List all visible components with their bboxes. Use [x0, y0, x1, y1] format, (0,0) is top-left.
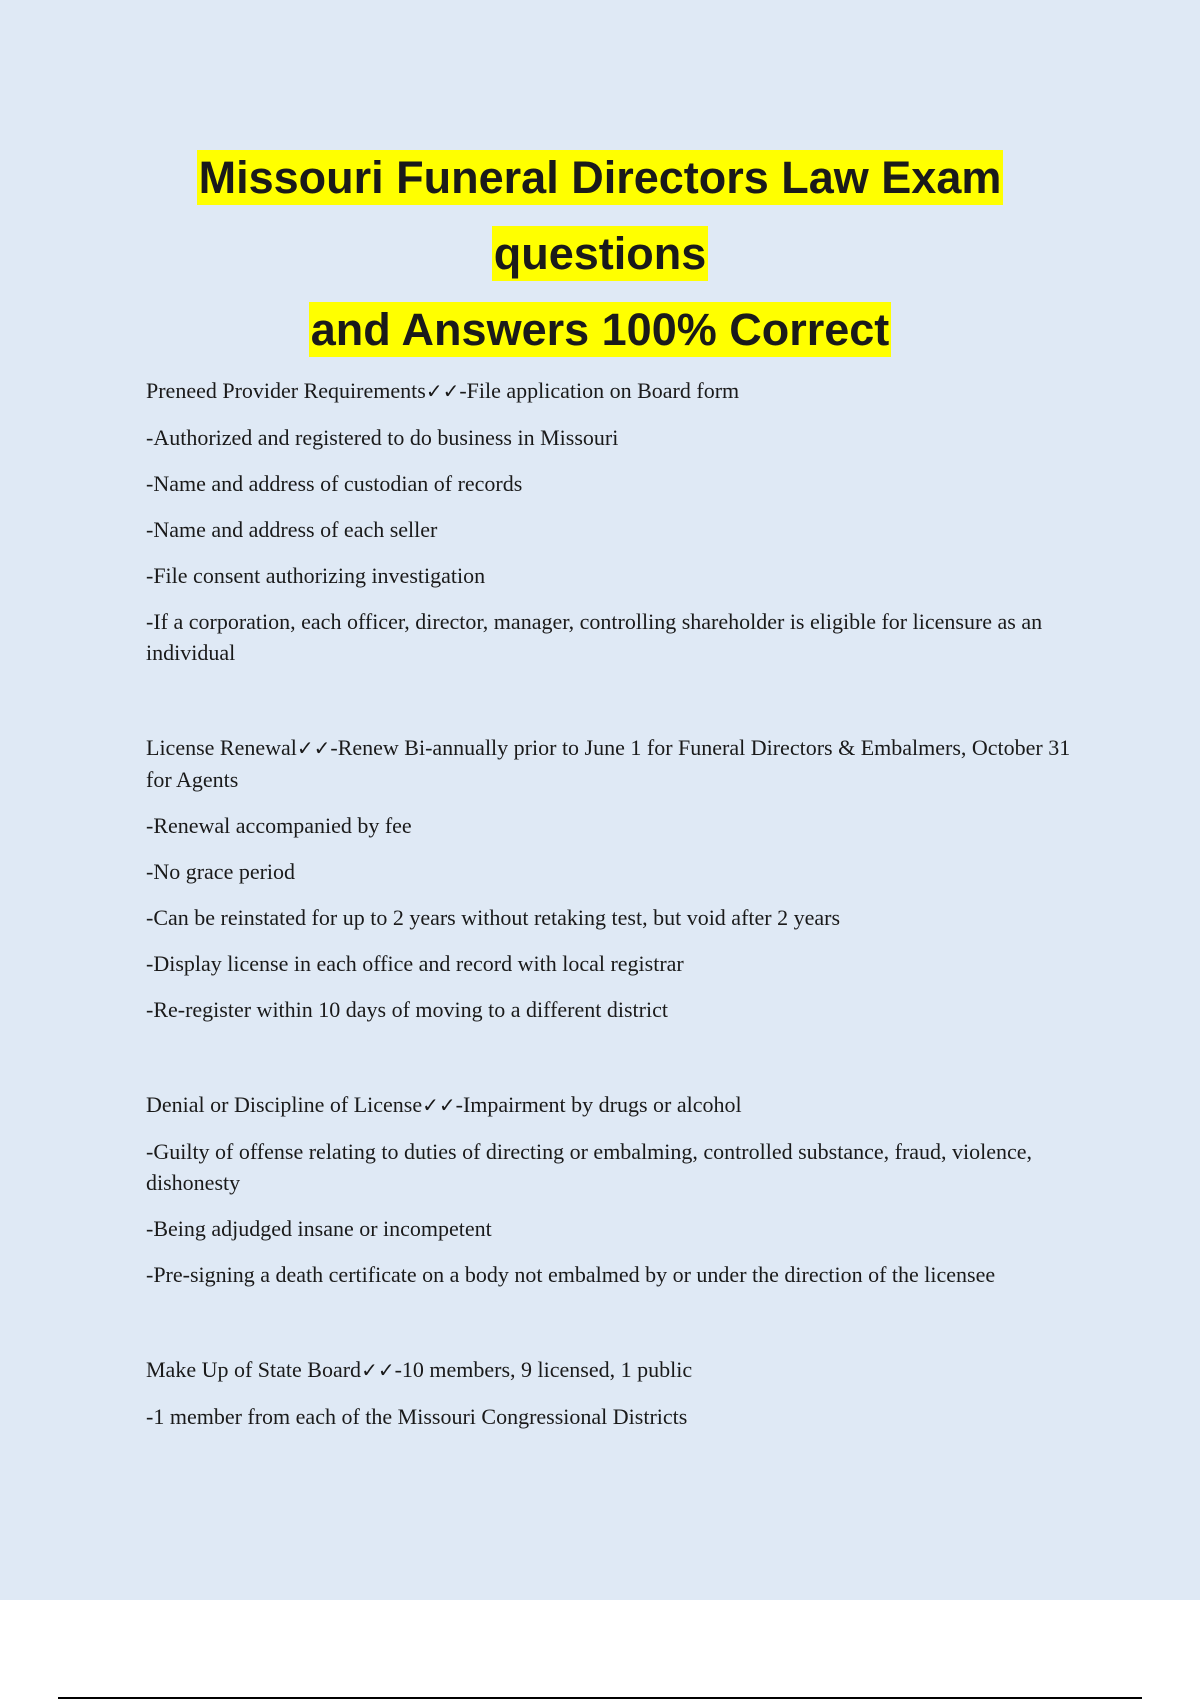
qa-section	[146, 732, 1086, 1025]
answer-line: -Being adjudged insane or incompetent	[146, 1216, 492, 1241]
check-mark-icon: ✓✓	[361, 1358, 395, 1382]
answer-text: -Renew Bi-annually prior to June 1 for Funeral Directors & Embalmers, October 31 for Agents	[146, 735, 1071, 792]
check-mark-icon: ✓✓	[425, 379, 460, 403]
qa-section	[146, 1089, 1086, 1290]
answer-text: -10 members, 9 licensed, 1 public	[394, 1357, 693, 1382]
document-title	[0, 140, 1200, 368]
qa-question-line	[146, 1354, 1086, 1386]
answer-text: -Impairment by drugs or alcohol	[455, 1092, 742, 1117]
title-line: and Answers 100% Correct	[310, 304, 890, 355]
answer-line: -Can be reinstated for up to 2 years without retaking test, but void after 2 years	[146, 905, 841, 930]
qa-question-line	[146, 1089, 1086, 1121]
answer-line: -File consent authorizing investigation	[146, 563, 486, 588]
answer-line: -Guilty of offense relating to duties of directing or embalming, controlled substance, fraud, violence, dishonesty	[146, 1139, 1033, 1195]
qa-content	[146, 375, 1086, 1496]
answer-line: -Name and address of each seller	[146, 517, 438, 542]
check-mark-icon: ✓✓	[296, 736, 331, 760]
qa-section	[146, 375, 1086, 668]
answer-line: -No grace period	[146, 859, 296, 884]
answer-line: -Renewal accompanied by fee	[146, 813, 412, 838]
answer-line: -Pre-signing a death certificate on a body not embalmed by or under the direction of the licensee	[146, 1262, 996, 1287]
qa-question-line	[146, 732, 1086, 795]
title-line: questions	[493, 228, 707, 279]
answer-text: -File application on Board form	[459, 378, 740, 403]
answer-line: -Re-register within 10 days of moving to a different district	[146, 997, 668, 1022]
answer-line: -Authorized and registered to do business in Missouri	[146, 425, 619, 450]
qa-question-line	[146, 375, 1086, 407]
answer-line: -Display license in each office and record with local registrar	[146, 951, 684, 976]
question-term: Denial or Discipline of License	[146, 1092, 423, 1117]
title-line: Missouri Funeral Directors Law Exam	[198, 152, 1002, 203]
answer-line: -If a corporation, each officer, director, manager, controlling shareholder is eligible for licensure as an individual	[146, 609, 1043, 665]
answer-line: -Name and address of custodian of records	[146, 471, 523, 496]
question-term: License Renewal	[146, 735, 297, 760]
question-term: Make Up of State Board	[146, 1357, 362, 1382]
answer-line: -1 member from each of the Missouri Congressional Districts	[146, 1404, 688, 1429]
question-term: Preneed Provider Requirements	[146, 378, 426, 403]
check-mark-icon: ✓✓	[422, 1093, 456, 1117]
qa-section	[146, 1354, 1086, 1432]
footer-divider	[58, 1697, 1142, 1699]
